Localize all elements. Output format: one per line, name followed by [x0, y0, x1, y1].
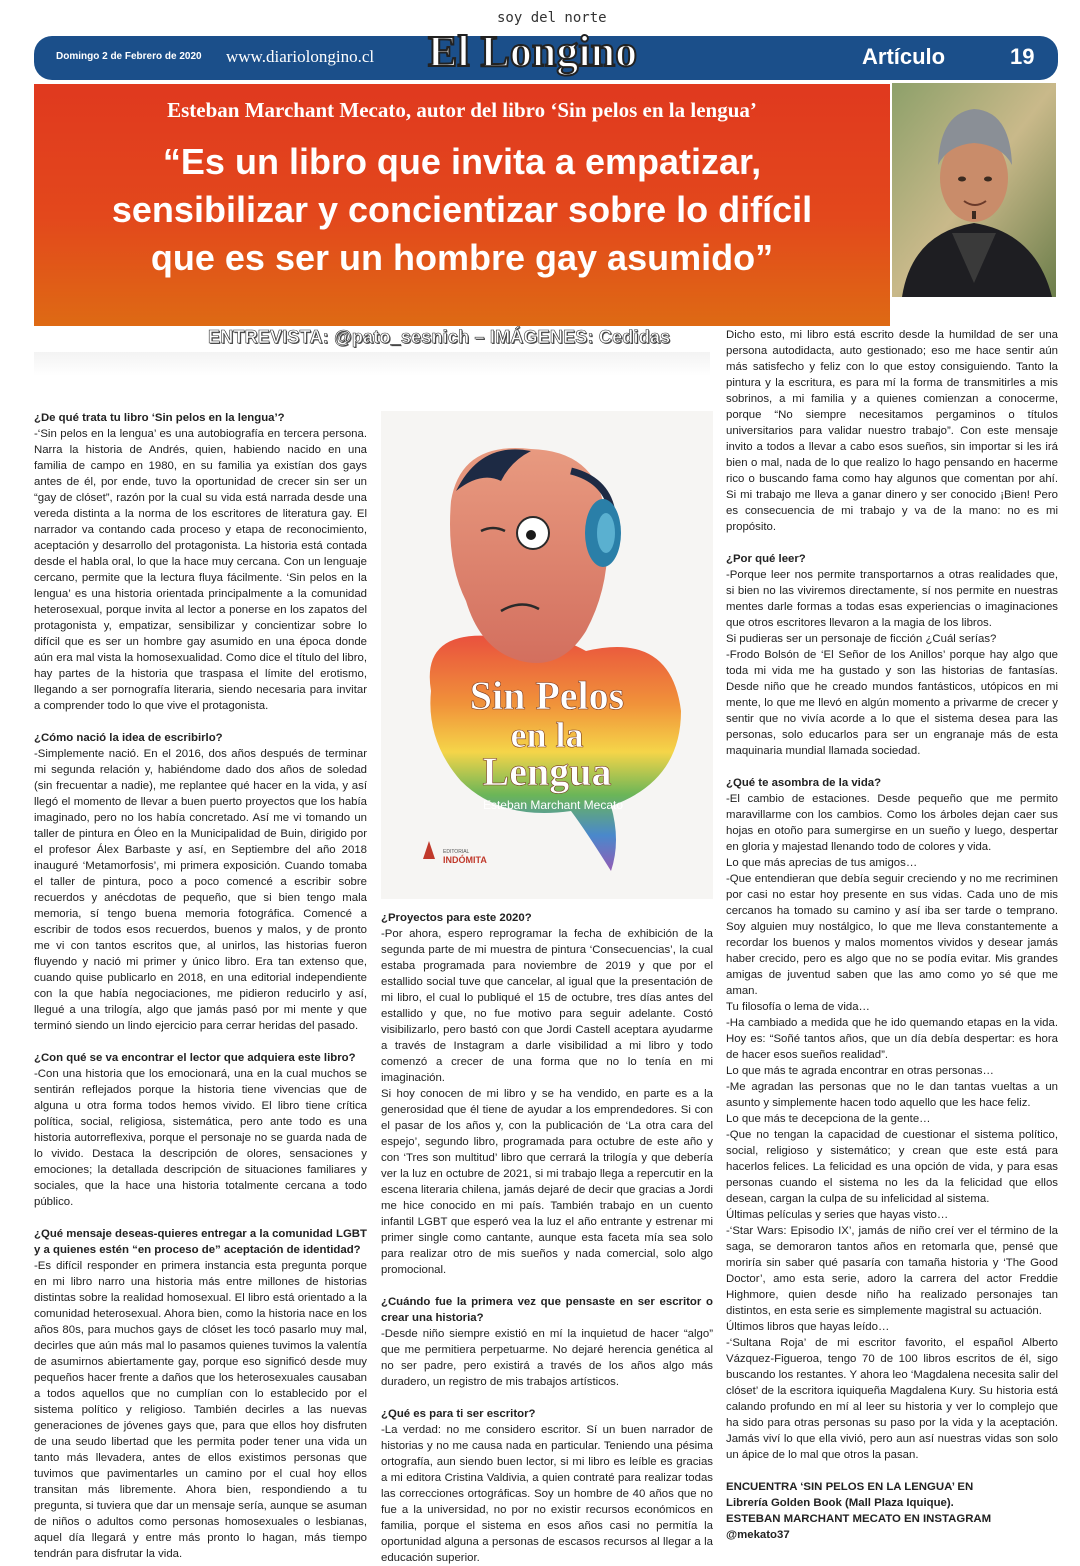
question: ¿Qué te asombra de la vida? — [726, 777, 882, 789]
cover-author: Esteban Marchant Mecato — [482, 798, 624, 812]
answer: -Frodo Bolsón de ‘El Señor de los Anillos’ porque hay algo que toda mi vida me ha gustado y son las historias de fantasías. Desde niño que he creado mundos fantásticos, utópicos en mi mente, lo que me llevó en algún momento a privarme de crecer y sentir que no vivía acorde a lo que el sistema desea para las personas, solo educarlos para ser un engranaje más de esta maquinaria mundial llamada sociedad. — [726, 649, 1058, 757]
cover-title-3: Lengua — [482, 749, 612, 794]
book-cover — [381, 411, 713, 899]
headline-line-3: que es ser un hombre gay asumido” — [150, 237, 774, 278]
answer: Si pudieras ser un personaje de ficción ¿Cuál serías? — [726, 633, 997, 645]
cover-title-1: Sin Pelos — [469, 673, 625, 718]
answer: -Por ahora, espero reprogramar la fecha de exhibición de la segunda parte de mi muestra de pintura ‘Consecuencias’, la cual estaba programada para noviembre de 2019 y que por el estallido social tuve que cancelar, al igual que la presentación de mi libro, el cual lo publiqué el 15 de octubre, tres días antes del estallido y que, no fue motivo para seguir adelante. Costó visibilizarlo, pero bastó con que Jordi Castell aceptara ayudarme a través de Instagram a darle visibilidad a mi libro y todo comenzó a crecer de una forma que no lo tenía en mi imaginación. — [381, 928, 713, 1084]
answer: -Con una historia que los emocionará, una en la cual muchos se sentirán reflejados porque la historia tiene vivencias que de alguna u otra forma todos hemos vivido. El libro tiene crítica política, social, religiosa, sistemática, pero ante todo es una historia autorreflexiva, porque el personaje no se guarda nada de lo vivido. Destaca la descripción de olores, sensaciones y emociones; la detallada descripción de situaciones familiares y sociales, que la hace una historia totalmente cercana a todo público. — [34, 1068, 367, 1208]
answer: -‘Sultana Roja’ de mi escritor favorito, el español Alberto Vázquez-Figueroa, tengo 70 de 100 libros escritos de él, sigo buscando los restantes. Y ahora leo ‘Magdalena necesita salir del clóset’ de la escritora iquiqueña Magdalena Kury. Su historia está calando profundo en mí al leer su historia y ver lo complejo que ha sido para otras personas su paso por la vida y la aceptación. Jamás viví lo que ella vivió, pero aun así nuestras vidas son solo un ápice de lo mal que otros la pasan. — [726, 1337, 1058, 1461]
answer: -‘Star Wars: Episodio IX’, jamás de niño creí ver el término de la saga, se demoraron tantos años en retomarla que, pensé que moriría sin saber qué pasaría con tamaña historia y ‘The Good Doctor’, amo esta serie, adoro la carrera del actor Freddie Highmore, quien desde niño ha realizado personajes tan distintos, en esta serie es simplemente magistral su actuación. — [726, 1225, 1058, 1317]
answer: -Que no tengan la capacidad de cuestionar el sistema político, social, religioso y sistemático; y crean que este está para hacerlos felices. La felicidad es una opción de vida, y para esas personas cuando el sistema no les da la felicidad que ellos desean, cargan la culpa de su infelicidad al sistema. — [726, 1129, 1058, 1205]
answer: -Ha cambiado a medida que he ido quemando etapas en la vida. Hoy es: “Soñé tantos años, que un día debía despertar: es hora de hacer esos sueños realidad”. — [726, 1017, 1058, 1061]
author-photo — [890, 80, 1058, 300]
headline-line-2: sensibilizar y concientizar sobre lo difícil — [111, 189, 813, 230]
answer: Si hoy conocen de mi libro y se ha vendido, en parte es a la generosidad que él tiene de ayudar a los emprendedores. Si con el pasar de los años y, con la publicación de ‘La otra cara del espejo’, segundo libro, programada para octubre de este año y con ‘Tres son multitud’ libro que cerrará la trilogía y que debería ver la luz en octubre de 2021, si mi trabajo llega a repercutir en la escena literaria chilena, jamás dejaré de decir que gracias a Jordi me hice conocido en mi país. También trabajo en un cuento infantil LGBT que esperó vea la luz el año entrante y estrenar mi primer single como cantante, aunque esta faceta mía sea solo para realizar otro de mis sueños y nada comercial, solo algo promocional. — [381, 1088, 713, 1276]
byline: Esteban Marchant Mecato, autor del libro ‘Sin pelos en la lengua’ — [167, 98, 757, 122]
footer-line: ENCUENTRA ‘SIN PELOS EN LA LENGUA’ EN — [726, 1481, 974, 1493]
answer: -‘Sin pelos en la lengua’ es una autobiografía en tercera persona. Narra la historia de Andrés, quien, habiendo nacido en una familia de campo en 1980, en su familia ya existían dos gays antes de él, por ende, tuvo la oportunidad de crecer sin ser un “gay de clóset”, razón por la cual su vida está narrada desde una vereda distinta a la norma de los escritores de literatura gay. El narrador va contando cada proceso y etapa de reconocimiento, aceptación y desarrollo del protagonista. La historia está contada desde el habla oral, lo que la hace muy cercana. Con un lenguaje cercano, permite que la lectura fluya fácilmente. ‘Sin pelos en la lengua’ es una historia orientada principalmente a la comunidad heterosexual, porque invita al lector a ponerse en los zapatos del protagonista y, empatizar, sensibilizar y concientizar sobre lo difícil que es ser un hombre gay asumido en una época donde aún era mal vista la homosexualidad. Como dice el título del libro, hay partes de la historia que traspasa el límite del erotismo, llegando a ser pornografía literaria, siendo necesaria para invitar a comprender todo lo que vive el protagonista. — [34, 428, 367, 712]
answer: -Simplemente nació. En el 2016, dos años después de terminar mi segunda relación y, habiéndome dado dos años de soledad (sin frecuentar a nadie), me replantee qué hacer en la vida, y así llegó el momento de llevar a buen puerto proyectos que los había imaginado, pero no los había concretado. Así me vi tomando un taller de pintura en Óleo en la Municipalidad de Buin, dirigido por el profesor Álex Barbaste y así, en Septiembre del año 2018 inauguré ‘Metamorfosis’, mi primera exposición. Cuando tomaba el taller de pintura, poco a poco comencé a escribir sobre recuerdos y anécdotas de pequeño, que si bien tengo mala memoria, sí tengo buena memoria fotográfica. Comencé a escribir de todos esos recuerdos, buenos y malos, y de pronto me vi con tantos escritos que, al unirlos, las historias fueron fluyendo y nació mi primer y único libro. Era tan extenso que, cuando quise publicarlo en 2018, en una editorial independiente con la que había negociaciones, me pidieron reducirlo y así, llegué a una trilogía, algo que jamás pasó por mi mente y que terminó siendo un lindo ejercicio para cerrar heridas del pasado. — [34, 748, 367, 1032]
credits-band — [34, 352, 710, 376]
question: ¿Cómo nació la idea de escribirlo? — [34, 732, 223, 744]
question: ¿Por qué leer? — [726, 553, 806, 565]
answer: Dicho esto, mi libro está escrito desde la humildad de ser una persona autodidacta, auto gestionado; eso me hace sentir aún más satisfecho y feliz con lo que estoy consiguiendo. Tanto la pintura y la escritura, es para mí la forma de transmitirles a mis sobrinos, a mi familia y a quienes comienzan a conocerme, porque “No siempre necesitamos pergaminos o títulos universitarios para validar nuestro trabajo”. Con este mensaje invito a todos a llevar a cabo esos sueños, sin importar si les irá bien o mal, nada de lo que realizo lo hago pensando en hacerme rico o buscando fama como hay algunos que comentan por ahí. Si mi trabajo me lleva a ganar dinero y ser conocido ¡Bien! Pero es consecuencia de mi trabajo y va de la mano: no es mi propósito. — [726, 329, 1058, 533]
footer-line: ESTEBAN MARCHANT MECATO EN INSTAGRAM — [726, 1513, 992, 1525]
answer: Últimos libros que hayas leído… — [726, 1321, 890, 1333]
masthead-logo: El Longino — [428, 27, 638, 76]
section-label: Artículo — [862, 44, 946, 69]
question: ¿De qué trata tu libro ‘Sin pelos en la lengua’? — [34, 412, 285, 424]
cover-title-2: en la — [510, 715, 584, 755]
headline-line-1: “Es un libro que invita a empatizar, — [162, 141, 762, 182]
answer: -Me agradan las personas que no le dan tantas vueltas a un asunto y simplemente hacen todo aquello que les hace feliz. — [726, 1081, 1058, 1109]
answer: Tu filosofía o lema de vida… — [726, 1001, 870, 1013]
answer: -Que entendieran que debía seguir creciendo y no me recriminen por casi no estar hoy presente en sus vidas. Cada uno de mis cercanos ha tomado su camino y así iba ser tarde o temprano. Soy alguien muy nostálgico, lo que me lleva constantemente a recordar los buenos y malos momentos vividos y desear jamás haber crecido, pero es algo que no se podía evitar. Mis grandes amigas de juventud saben que las amo como yo sé que me aman. — [726, 873, 1058, 997]
article-column-2 — [381, 910, 713, 1566]
site-url[interactable]: www.diariolongino.cl — [226, 47, 375, 66]
answer: Últimas películas y series que hayas visto… — [726, 1209, 949, 1221]
answer: -El cambio de estaciones. Desde pequeño que me permito maravillarme con los cambios. Como los árboles dejan caer sus hojas en otoño para sumergirse en un sueño y luego, despertar en gloria y majestad llenando todo de colores y vida. — [726, 793, 1058, 853]
article-column-3 — [726, 327, 1058, 1543]
answer: -Desde niño siempre existió en mí la inquietud de hacer “algo” que me permitiera perpetuarme. No dejaré herencia genética al no ser padre, pero existirá a través de los años algo más duradero, un registro de mis trabajos artísticos. — [381, 1328, 713, 1388]
answer: -La verdad: no me considero escritor. Sí un buen narrador de historias y no me causa nada en particular. Teniendo una pésima ortografía, aun siendo buen lector, si mi libro es leíble es gracias a mi editora Cristina Valdivia, a quien contraté para realizar todas las correcciones ortográficas. Soy un hombre de 40 años que no fue a la universidad, no por no existir recursos económicos en familia, porque el sistema en esos años casi no permitía la oportunidad alguna a personas de escasos recursos al llegar a la educación superior. — [381, 1424, 713, 1564]
answer: Lo que más te decepciona de la gente… — [726, 1113, 931, 1125]
headline-banner — [34, 84, 890, 326]
credits: ENTREVISTA: @pato_sesnich – IMÁGENES: Cedidas — [208, 327, 671, 347]
question: ¿Con qué se va encontrar el lector que adquiera este libro? — [34, 1052, 356, 1064]
question: ¿Qué es para ti ser escritor? — [381, 1408, 536, 1420]
question: ¿Cuándo fue la primera vez que pensaste en ser escritor o crear una historia? — [381, 1296, 713, 1324]
cover-publisher-small: EDITORIAL — [443, 849, 470, 855]
tagline: soy del norte — [497, 10, 607, 26]
footer-line: Librería Golden Book (Mall Plaza Iquique). — [726, 1497, 954, 1509]
issue-date: Domingo 2 de Febrero de 2020 — [56, 51, 202, 62]
cover-publisher: INDÓMITA — [443, 855, 487, 865]
answer: Lo que más te agrada encontrar en otras personas… — [726, 1065, 994, 1077]
answer: Lo que más aprecias de tus amigos… — [726, 857, 918, 869]
answer: -Es difícil responder en primera instancia esta pregunta porque en mi libro narro una historia más entre millones de historias distintas sobre la realidad homosexual. El libro está orientado a la comunidad heterosexual. Ahora bien, como la historia nace en los años 80s, para muchos gays de clóset les tocó pasarlo muy mal, decirles que aún más mal lo pasamos quienes tuvimos la valentía de asumirnos abiertamente gay, porque eso significó desde muy pequeños hacer frente a daños que los heterosexuales causaban a todos aquellos que no cumplían con lo establecido por el sistema político y religioso. También decirles a las nuevas generaciones de jóvenes gays que, para que ellos hoy disfruten de una seudo libertad que les permita poder tener una vida un tanto más llevadera, antes de ellos existimos personas que tuvimos que pavimentarles un camino por el cual hoy ellos transitan más libremente. Ahora bien, respondiendo a tu pregunta, si tuviera que dar un mensaje sería, aunque se asuman de niños o adultos como personas homosexuales o lesbianas, aquel día llegará y entre más pronto lo hagan, más tiempo tendrán para disfrutar la vida. — [34, 1260, 367, 1560]
question: ¿Qué mensaje deseas-quieres entregar a la comunidad LGBT y a quienes estén “en proceso de” aceptación de identidad? — [34, 1228, 367, 1256]
page-number: 19 — [1010, 44, 1035, 69]
instagram-handle[interactable]: @mekato37 — [726, 1529, 790, 1541]
article-column-1 — [34, 410, 367, 1562]
question: ¿Proyectos para este 2020? — [381, 912, 532, 924]
answer: -Porque leer nos permite transportarnos a otras realidades que, si bien no las viviremos directamente, sí nos permite en nuestras mentes darle formas a todas esas experiencias o imaginaciones que otros escritores llevaron a la magia de los libros. — [726, 569, 1058, 629]
